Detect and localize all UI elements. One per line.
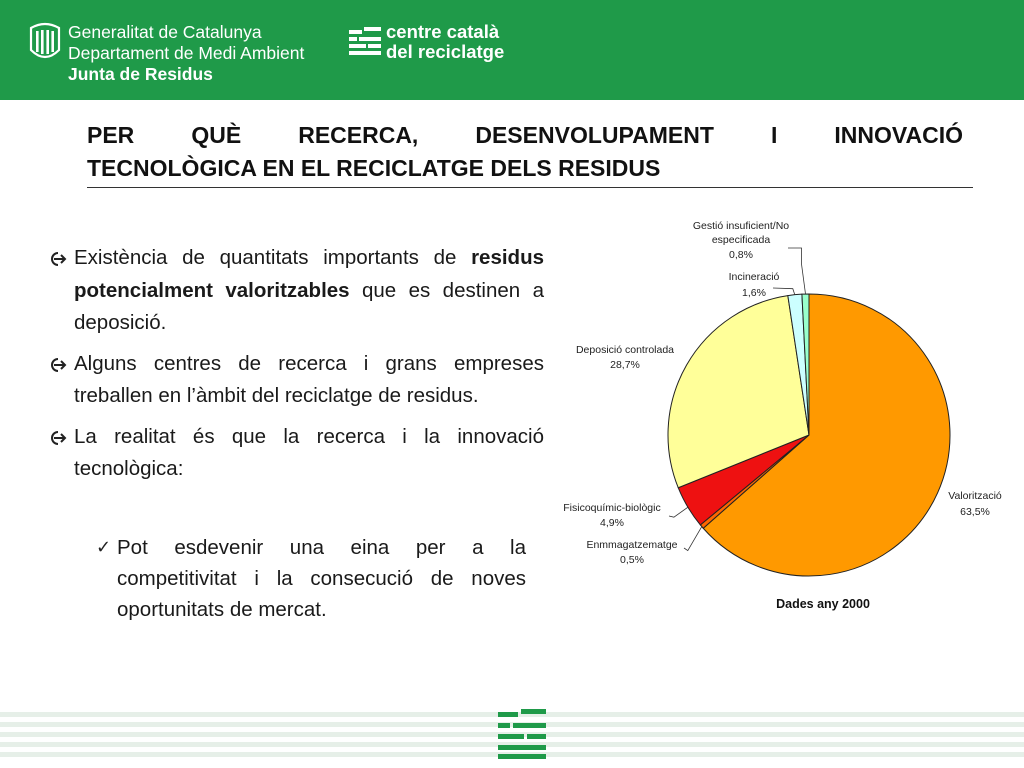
bullet-item (50, 348, 544, 413)
generalitat-text (68, 22, 304, 85)
leader-line-gestio (788, 248, 806, 294)
bullet-list (50, 242, 544, 494)
bullet-emphasis: residus potencialment valoritzables (74, 246, 544, 302)
pie-chart (548, 212, 1024, 622)
agency-name: Junta de Residus (68, 64, 213, 84)
title-line-2: TECNOLÒGICA EN EL RECICLATGE DELS RESIDUS (87, 155, 661, 181)
circled-arrow-icon (50, 251, 68, 267)
checkmark-icon: ✓ (96, 537, 112, 557)
title-word: QUÈ (191, 122, 242, 148)
sub-bullet-item (96, 532, 526, 625)
slice-label-valoritzacio-name: Valorització (948, 490, 1002, 502)
title-word: PER (87, 122, 135, 148)
slice-label-enmmagatzematge-name: Enmmagatzematge (586, 539, 678, 551)
slice-label-incineracio-value: 1,6% (742, 287, 766, 299)
slide-title (87, 119, 963, 185)
title-word: DESENVOLUPAMENT (475, 122, 714, 148)
centre-reciclatge-text (386, 22, 504, 62)
bullet-text: Existència de quantitats importants de (74, 246, 472, 269)
slice-label-enmmagatzematge-value: 0,5% (620, 554, 644, 566)
leader-line-fisicoquimic (669, 507, 688, 517)
centre-reciclatge-logo-icon (349, 27, 381, 57)
title-word: I (770, 122, 778, 148)
footer-reciclatge-logo-icon (498, 709, 546, 759)
department-name: Departament de Medi Ambient (68, 43, 305, 63)
generalitat-name: Generalitat de Catalunya (68, 22, 262, 42)
title-word: RECERCA, (298, 122, 419, 148)
leader-line-enmmagatzematge (684, 527, 702, 551)
generalitat-logo-icon (28, 22, 62, 62)
chart-title: Dades any 2000 (776, 597, 870, 611)
circled-arrow-icon (50, 430, 68, 446)
header-band (0, 0, 1024, 100)
title-word: INNOVACIÓ (834, 122, 963, 148)
slice-label-deposicio-name: Deposició controlada (575, 344, 675, 356)
slice-label-incineracio-name: Incineració (728, 271, 780, 283)
ccr-line1: centre català (386, 21, 500, 42)
slice-label-gestio-value: 0,8% (729, 249, 753, 261)
ccr-line2: del reciclatge (386, 41, 505, 62)
pie-chart-svg (548, 212, 1024, 622)
bullet-item (50, 242, 544, 340)
slice-label-fisicoquimic-name: Fisicoquímic-biològic (563, 502, 661, 514)
bullet-text: que es destinen a deposició. (74, 278, 544, 334)
bullet-text: La realitat és que la recerca i la innovació tecnològica: (74, 424, 544, 480)
circled-arrow-icon (50, 357, 68, 373)
title-divider (87, 187, 973, 188)
slice-label-deposicio-value: 28,7% (610, 359, 640, 371)
slice-label-gestio-name-1: Gestió insuficient/No (692, 220, 790, 232)
slice-label-gestio-name-2: especificada (711, 234, 771, 246)
slice-label-valoritzacio-value: 63,5% (960, 506, 990, 518)
slice-label-fisicoquimic-value: 4,9% (600, 517, 624, 529)
sub-bullet-text: Pot esdevenir una eina per a la competitivitat i la consecució de noves oportunitats de mercat. (117, 536, 526, 621)
bullet-text: Alguns centres de recerca i grans empreses treballen en l’àmbit del reciclatge de residus. (74, 351, 544, 407)
bullet-item (50, 421, 544, 486)
title-line-1 (87, 119, 963, 152)
leader-line-incineracio (773, 288, 795, 295)
